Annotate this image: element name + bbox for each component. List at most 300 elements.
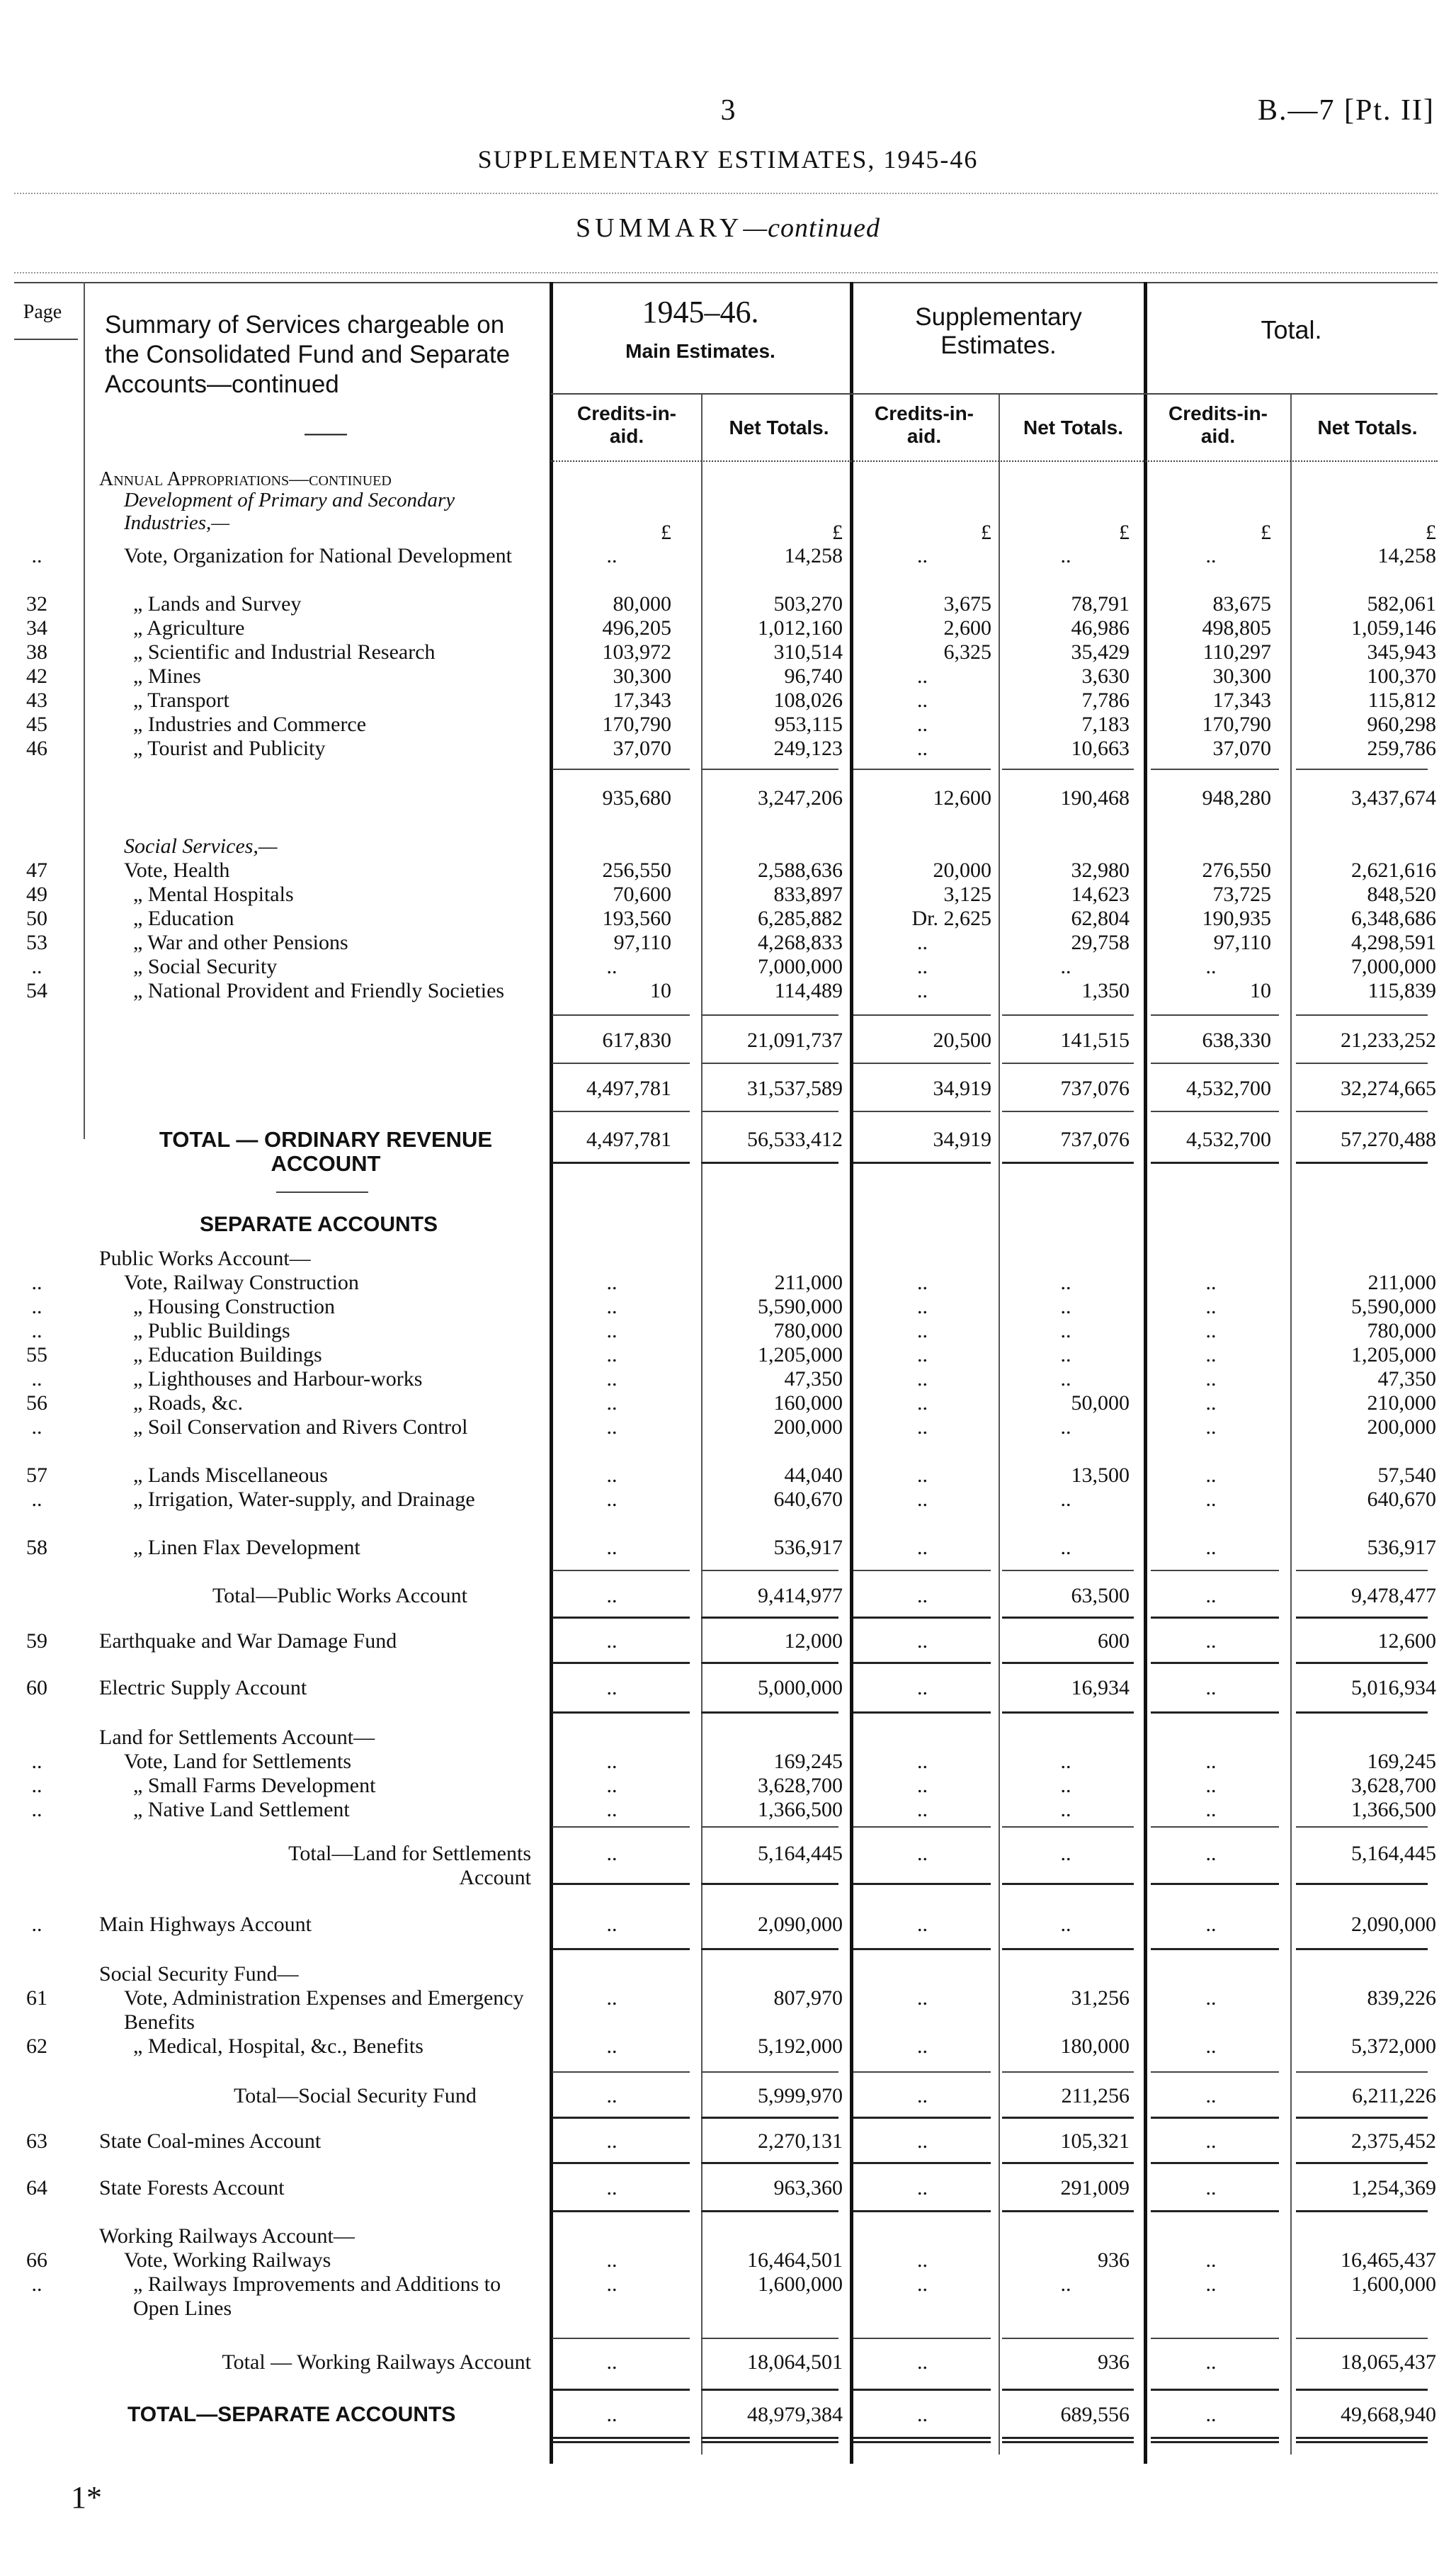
cell-main-net: 5,999,970	[758, 2084, 843, 2107]
row-page: 56	[26, 1391, 47, 1415]
total-rule	[1151, 2210, 1279, 2212]
cell-main-net: 5,590,000	[758, 1295, 843, 1318]
cell-total-credits: 37,070	[1212, 737, 1271, 760]
cell-main-net: 5,000,000	[758, 1676, 843, 1699]
cell-supp-net: 291,009	[1060, 2176, 1130, 2200]
total-rule	[552, 2437, 690, 2439]
total-rule	[1151, 2071, 1279, 2073]
cell-main-net: 807,970	[773, 1986, 843, 2010]
cell-main-credits: ..	[606, 1842, 618, 1865]
total-rule	[1151, 2162, 1279, 2164]
table-row	[0, 2176, 1456, 2200]
total-rule	[701, 1162, 838, 1164]
cell-main-credits: ..	[606, 1271, 618, 1294]
cell-main-net: 7,000,000	[758, 955, 843, 978]
divider	[276, 1191, 368, 1193]
total-rule	[1002, 1162, 1134, 1164]
table-row	[0, 883, 1456, 907]
cell-supp-net: ..	[1060, 1488, 1071, 1511]
total-rule	[1151, 1111, 1279, 1112]
cell-total-net: 1,254,369	[1351, 2176, 1436, 2200]
cell-supp-credits: ..	[917, 1415, 928, 1439]
total-rule	[1296, 2441, 1428, 2443]
subtotal-row	[0, 1029, 1456, 1053]
cell-total-credits: ..	[1205, 2248, 1217, 2272]
cell-total-credits: ..	[1205, 1367, 1217, 1391]
total-rule	[701, 2437, 838, 2439]
row-description: „ Soil Conservation and Rivers Control	[133, 1415, 468, 1439]
cell-main-credits: ..	[606, 955, 618, 978]
total-rule	[701, 2441, 838, 2443]
col-header-year: 1945–46.	[642, 295, 759, 329]
cell-supp-credits: 20,000	[933, 859, 991, 882]
cell-main-credits: ..	[606, 1913, 618, 1936]
cell-supp-credits: £	[981, 521, 991, 544]
cell-total-net: 5,372,000	[1351, 2034, 1436, 2058]
cell-main-net: 14,258	[784, 544, 843, 567]
row-page: 34	[26, 616, 47, 640]
cell-total-net: 1,600,000	[1351, 2272, 1436, 2296]
section-heading-row	[0, 834, 1456, 859]
total-rule	[1151, 2441, 1279, 2443]
cell-supp-credits: ..	[917, 1391, 928, 1415]
table-row	[0, 1913, 1456, 1937]
cell-total-credits: £	[1261, 521, 1271, 544]
row-page: 54	[26, 979, 47, 1002]
cell-supp-net: 32,980	[1071, 859, 1130, 882]
total-rule	[853, 2162, 991, 2164]
total-rule	[701, 1662, 838, 1664]
total-rule	[1296, 1617, 1428, 1619]
cell-total-credits: 30,300	[1212, 664, 1271, 688]
total-rule	[1296, 1162, 1428, 1164]
cell-main-credits: ..	[606, 2248, 618, 2272]
cell-main-credits: ..	[606, 1629, 618, 1653]
total-rule	[1002, 1014, 1134, 1016]
cell-total-credits: 110,297	[1202, 640, 1271, 664]
table-row	[0, 2248, 1456, 2272]
cell-supp-credits: ..	[917, 1750, 928, 1773]
row-description: „ Transport	[133, 689, 229, 712]
cell-supp-credits: 3,125	[943, 883, 991, 906]
cell-main-credits: ..	[606, 544, 618, 567]
row-page: ..	[31, 1367, 42, 1391]
cell-total-net: 32,274,665	[1341, 1077, 1436, 1100]
cell-supp-credits: ..	[917, 1319, 928, 1342]
row-page: 50	[26, 907, 47, 930]
table-row	[0, 713, 1456, 737]
total-rule	[552, 1617, 690, 1619]
cell-supp-credits: ..	[917, 1986, 928, 2010]
col-header-description: Summary of Services chargeable on the Consolidated Fund and Separate Accounts—continued	[105, 311, 511, 398]
cell-supp-net: 211,256	[1061, 2084, 1130, 2107]
total-rule	[1296, 2210, 1428, 2212]
cell-supp-net: ..	[1060, 1271, 1071, 1294]
cell-supp-net: ..	[1060, 1913, 1071, 1936]
total-rule	[1151, 1948, 1279, 1950]
subheader-credits: Credits-in-aid.	[875, 402, 974, 447]
cell-total-credits: 276,550	[1202, 859, 1271, 882]
section-heading-row	[0, 2224, 1456, 2248]
page-col-rule	[14, 339, 78, 340]
total-rule	[1296, 1711, 1428, 1714]
total-rule	[1151, 2389, 1279, 2391]
row-description: „ Medical, Hospital, &c., Benefits	[133, 2034, 423, 2058]
cell-supp-net: ..	[1060, 1343, 1071, 1366]
subhead-rule-bottom	[551, 460, 1438, 462]
cell-total-net: 536,917	[1367, 1536, 1436, 1559]
section-heading-row	[0, 1726, 1456, 1750]
cell-main-credits: ..	[606, 1367, 618, 1391]
cell-total-net: 57,540	[1377, 1464, 1436, 1487]
total-rule	[552, 1826, 690, 1828]
row-page: 57	[26, 1464, 47, 1487]
row-description: „ Housing Construction	[133, 1295, 335, 1318]
cell-total-credits: 638,330	[1202, 1029, 1271, 1052]
cell-main-credits: 10	[650, 979, 671, 1002]
cell-main-net: 21,091,737	[747, 1029, 843, 1052]
total-rule	[853, 1948, 991, 1950]
cell-total-net: 780,000	[1367, 1319, 1436, 1342]
cell-total-credits: ..	[1205, 1913, 1217, 1936]
cell-main-net: 47,350	[784, 1367, 843, 1391]
total-rule	[1151, 1826, 1279, 1828]
cell-main-credits: ..	[606, 1584, 618, 1607]
cell-main-credits: ..	[606, 1319, 618, 1342]
cell-total-credits: ..	[1205, 1774, 1217, 1797]
section-heading-row	[0, 468, 1456, 492]
row-description: Total — Working Railways Account	[222, 2350, 531, 2374]
total-rule	[1296, 1826, 1428, 1828]
cell-supp-credits: ..	[917, 2403, 928, 2426]
total-rule	[1002, 1063, 1134, 1064]
total-rule	[1002, 769, 1134, 770]
total-rule	[1151, 1617, 1279, 1619]
table-row	[0, 1774, 1456, 1798]
cell-total-credits: ..	[1205, 544, 1217, 567]
table-row	[0, 859, 1456, 883]
row-description: Total—Land for Settlements Account	[288, 1842, 531, 1889]
row-page: 49	[26, 883, 47, 906]
total-rule	[1296, 1014, 1428, 1016]
cell-supp-net: 10,663	[1071, 737, 1130, 760]
row-description: „ Mental Hospitals	[133, 883, 294, 906]
cell-supp-net: 3,630	[1081, 664, 1130, 688]
cell-main-credits: ..	[606, 2129, 618, 2153]
cell-total-net: 169,245	[1367, 1750, 1436, 1773]
row-description: Total—Social Security Fund	[234, 2084, 477, 2107]
cell-supp-net: ..	[1060, 1774, 1071, 1797]
row-description: „ Industries and Commerce	[133, 713, 367, 736]
cell-supp-net: ..	[1060, 1367, 1071, 1391]
total-rule	[552, 2071, 690, 2073]
subheader-credits: Credits-in-aid.	[1168, 402, 1268, 447]
row-description: „ Irrigation, Water-supply, and Drainage	[133, 1488, 475, 1511]
total-rule	[701, 2210, 838, 2212]
cell-supp-credits: ..	[917, 2034, 928, 2058]
cell-total-credits: ..	[1205, 2034, 1217, 2058]
cell-main-credits: ..	[606, 1488, 618, 1511]
total-rule	[853, 2441, 991, 2443]
row-description: „ War and other Pensions	[133, 931, 348, 954]
cell-supp-credits: ..	[917, 1798, 928, 1821]
cell-total-credits: ..	[1205, 1986, 1217, 2010]
cell-supp-credits: ..	[917, 979, 928, 1002]
total-rule	[552, 1883, 690, 1885]
cell-main-credits: 256,550	[602, 859, 671, 882]
table-row	[0, 640, 1456, 664]
cell-main-credits: ..	[606, 2176, 618, 2200]
total-rule	[1002, 2437, 1134, 2439]
cell-main-net: 5,192,000	[758, 2034, 843, 2058]
cell-total-credits: 97,110	[1213, 931, 1271, 954]
row-description: „ Public Buildings	[133, 1319, 290, 1342]
total-rule	[853, 1014, 991, 1016]
cell-total-credits: 73,725	[1212, 883, 1271, 906]
cell-main-net: 3,247,206	[758, 786, 843, 810]
table-row	[0, 1798, 1456, 1822]
cell-total-net: 6,348,686	[1351, 907, 1436, 930]
total-rule	[1002, 2441, 1134, 2443]
cell-total-net: 960,298	[1367, 713, 1436, 736]
cell-total-credits: 83,675	[1212, 592, 1271, 616]
cell-total-net: 16,465,437	[1341, 2248, 1436, 2272]
cell-supp-credits: 2,600	[943, 616, 991, 640]
row-description: State Coal-mines Account	[99, 2129, 322, 2153]
cell-main-credits: ..	[606, 1798, 618, 1821]
cell-supp-credits: ..	[917, 2248, 928, 2272]
row-description: Vote, Land for Settlements	[124, 1750, 352, 1773]
table-row	[0, 1629, 1456, 1653]
cell-main-net: 200,000	[773, 1415, 843, 1439]
subhead-rule	[551, 393, 1438, 395]
cell-supp-credits: ..	[917, 1774, 928, 1797]
cell-main-net: 31,537,589	[747, 1077, 843, 1100]
cell-total-net: 5,016,934	[1351, 1676, 1436, 1699]
section-heading-row	[0, 489, 1456, 534]
row-page: 53	[26, 931, 47, 954]
cell-supp-credits: ..	[917, 1343, 928, 1366]
cell-supp-net: 600	[1098, 1629, 1130, 1653]
cell-total-net: 21,233,252	[1341, 1029, 1436, 1052]
cell-supp-net: 1,350	[1081, 979, 1130, 1002]
total-rule	[701, 2162, 838, 2164]
row-description: „ Agriculture	[133, 616, 245, 640]
total-rule	[1002, 2162, 1134, 2164]
subtotal-row	[0, 1842, 1456, 1889]
cell-supp-net: 16,934	[1071, 1676, 1130, 1699]
units-row	[0, 521, 1456, 545]
row-page: ..	[31, 1295, 42, 1318]
row-description: Earthquake and War Damage Fund	[99, 1629, 397, 1653]
col-header-dash: ——	[305, 421, 347, 445]
cell-total-net: 1,205,000	[1351, 1343, 1436, 1366]
total-rule	[853, 2210, 991, 2212]
document-title: SUPPLEMENTARY ESTIMATES, 1945-46	[477, 145, 979, 174]
document-reference: B.—7 [Pt. II]	[1258, 94, 1435, 127]
total-rule	[1002, 1662, 1134, 1664]
total-rule	[853, 1111, 991, 1112]
total-rule	[552, 2117, 690, 2119]
cell-supp-net: 737,076	[1060, 1077, 1130, 1100]
row-page: 46	[26, 737, 47, 760]
cell-supp-net: ..	[1060, 1415, 1071, 1439]
total-rule	[1151, 2338, 1279, 2339]
row-description: Main Highways Account	[99, 1913, 312, 1936]
cell-supp-net: 105,321	[1060, 2129, 1130, 2153]
cell-supp-net: 180,000	[1060, 2034, 1130, 2058]
total-rule	[1002, 1883, 1134, 1885]
cell-main-net: 9,414,977	[758, 1584, 843, 1607]
cell-main-net: 5,164,445	[758, 1842, 843, 1865]
col-header-page: Page	[23, 301, 62, 323]
total-rule	[552, 1662, 690, 1664]
total-rule	[1296, 2162, 1428, 2164]
cell-total-net: 848,520	[1367, 883, 1436, 906]
cell-main-net: 160,000	[773, 1391, 843, 1415]
cell-total-credits: ..	[1205, 1415, 1217, 1439]
total-rule	[552, 1711, 690, 1714]
cell-total-net: 4,298,591	[1351, 931, 1436, 954]
total-rule	[1151, 1063, 1279, 1064]
total-rule	[1296, 1111, 1428, 1112]
section-heading-row	[0, 1127, 1456, 1176]
cell-main-net: 2,588,636	[758, 859, 843, 882]
cell-supp-net: 50,000	[1071, 1391, 1130, 1415]
table-row	[0, 1343, 1456, 1367]
cell-main-net: 953,115	[774, 713, 843, 736]
cell-main-net: 310,514	[773, 640, 843, 664]
row-description: State Forests Account	[99, 2176, 285, 2200]
row-page: 66	[26, 2248, 47, 2272]
separate-total-label: TOTAL—SEPARATE ACCOUNTS	[127, 2403, 456, 2426]
total-rule	[853, 2389, 991, 2391]
cell-main-net: £	[832, 521, 843, 544]
table-row	[0, 979, 1456, 1003]
total-rule	[1296, 2389, 1428, 2391]
cell-total-net: 2,090,000	[1351, 1913, 1436, 1936]
cell-main-credits: 70,600	[613, 883, 671, 906]
cell-main-credits: 170,790	[602, 713, 671, 736]
cell-supp-net: 7,183	[1081, 713, 1130, 736]
row-page: 63	[26, 2129, 47, 2153]
row-description: „ Linen Flax Development	[133, 1536, 360, 1559]
total-rule	[552, 2210, 690, 2212]
cell-main-net: 96,740	[784, 664, 843, 688]
total-rule	[1002, 1617, 1134, 1619]
subheader-net: Net Totals.	[729, 417, 829, 438]
total-rule	[1296, 1063, 1428, 1064]
cell-total-net: 259,786	[1367, 737, 1436, 760]
cell-total-credits: ..	[1205, 1536, 1217, 1559]
cell-main-net: 18,064,501	[747, 2350, 843, 2374]
total-rule	[853, 1570, 991, 1571]
cell-total-credits: 10	[1250, 979, 1271, 1002]
row-description: Vote, Administration Expenses and Emergency Benefits	[124, 1986, 524, 2034]
divider	[14, 193, 1438, 194]
total-rule	[853, 1162, 991, 1164]
total-rule	[1296, 2437, 1428, 2439]
cell-main-net: 12,000	[784, 1629, 843, 1653]
cell-supp-net: 35,429	[1071, 640, 1130, 664]
table-row	[0, 907, 1456, 931]
cell-supp-net: 936	[1098, 2350, 1130, 2374]
total-rule	[853, 1711, 991, 1714]
cell-main-credits: ..	[606, 1986, 618, 2010]
cell-total-net: 3,437,674	[1351, 786, 1436, 810]
cell-total-net: 211,000	[1367, 1271, 1436, 1294]
subtotal-row	[0, 786, 1456, 810]
row-description: „ Education Buildings	[133, 1343, 322, 1366]
total-rule	[701, 1883, 838, 1885]
cell-supp-credits: ..	[917, 2084, 928, 2107]
cell-main-net: 16,464,501	[747, 2248, 843, 2272]
cell-main-net: 833,897	[773, 883, 843, 906]
row-page: ..	[31, 1488, 42, 1511]
cell-supp-credits: 34,919	[933, 1128, 991, 1151]
cell-total-net: 345,943	[1367, 640, 1436, 664]
cell-main-credits: ..	[606, 1295, 618, 1318]
row-heading: Working Railways Account—	[99, 2224, 355, 2248]
row-description: Vote, Organization for National Development	[124, 544, 512, 567]
cell-main-net: 108,026	[773, 689, 843, 712]
cell-main-credits: ..	[606, 1343, 618, 1366]
cell-main-net: 536,917	[773, 1536, 843, 1559]
cell-total-net: 115,839	[1367, 979, 1436, 1002]
row-description: Vote, Working Railways	[124, 2248, 331, 2272]
table-row	[0, 1319, 1456, 1343]
total-rule	[552, 1014, 690, 1016]
row-description: „ Small Farms Development	[133, 1774, 376, 1797]
total-rule	[1151, 1162, 1279, 1164]
cell-total-net: 200,000	[1367, 1415, 1436, 1439]
total-rule	[853, 769, 991, 770]
total-rule	[552, 769, 690, 770]
total-rule	[1151, 1014, 1279, 1016]
cell-total-net: 49,668,940	[1341, 2403, 1436, 2426]
table-row	[0, 955, 1456, 979]
cell-total-net: 9,478,477	[1351, 1584, 1436, 1607]
row-page: ..	[31, 1319, 42, 1342]
cell-total-credits: ..	[1205, 1798, 1217, 1821]
cell-supp-credits: ..	[917, 689, 928, 712]
cell-total-credits: 948,280	[1202, 786, 1271, 810]
row-page: ..	[31, 2272, 42, 2296]
row-description: „ Roads, &c.	[133, 1391, 243, 1415]
cell-supp-net: ..	[1060, 1750, 1071, 1773]
total-rule	[701, 1948, 838, 1950]
cell-supp-net: ..	[1060, 2272, 1071, 2296]
table-row	[0, 1986, 1456, 2034]
cell-supp-net: ..	[1060, 1798, 1071, 1821]
total-rule	[701, 1570, 838, 1571]
cell-supp-credits: ..	[917, 2129, 928, 2153]
subheader-net: Net Totals.	[1317, 417, 1418, 438]
row-heading: Development of Primary and Secondary Industries,—	[124, 489, 455, 534]
cell-main-net: 503,270	[773, 592, 843, 616]
cell-total-net: 5,590,000	[1351, 1295, 1436, 1318]
total-rule	[701, 2389, 838, 2391]
cell-supp-net: ..	[1060, 955, 1071, 978]
row-page: 43	[26, 689, 47, 712]
summary-heading: SUMMARY—continued	[576, 213, 880, 243]
cell-total-credits: ..	[1205, 1464, 1217, 1487]
cell-supp-credits: ..	[917, 737, 928, 760]
row-description: Total—Public Works Account	[212, 1584, 467, 1607]
cell-total-credits: 190,935	[1202, 907, 1271, 930]
cell-supp-credits: ..	[917, 2350, 928, 2374]
cell-main-credits: ..	[606, 1676, 618, 1699]
